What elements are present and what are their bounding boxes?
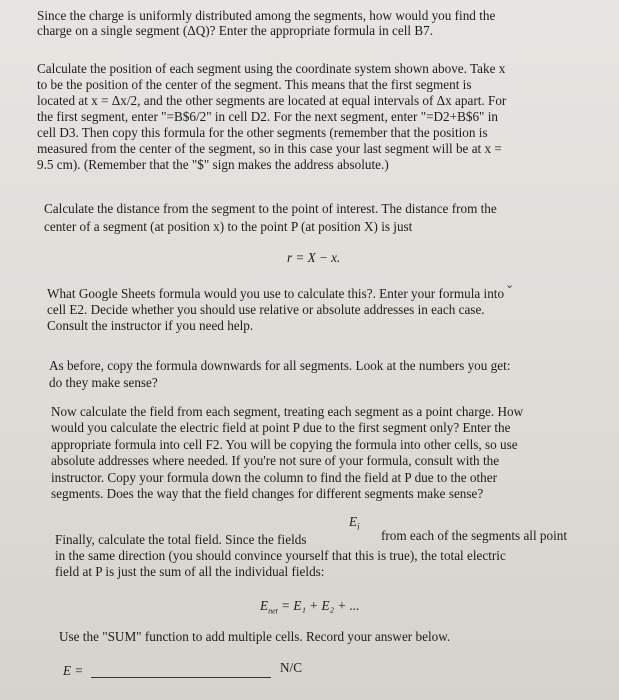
paragraph-line: to be the position of the center of the segment. This means that the first segment is: [37, 77, 472, 92]
paragraph-line: in the same direction (you should convince yourself that this is true), the total electric: [55, 548, 506, 563]
paragraph-line: 9.5 cm). (Remember that the "$" sign makes the address absolute.): [37, 157, 389, 172]
paragraph-line: instructor. Copy your formula down the column to find the field at P due to the other: [51, 470, 497, 485]
paragraph-line: would you calculate the electric field at point P due to the first segment only? Enter the: [51, 420, 511, 435]
net-field-symbol: E: [260, 598, 269, 613]
net-field-formula: [260, 598, 360, 619]
paragraph-line: Calculate the distance from the segment to the point of interest. The distance from the: [44, 201, 497, 216]
answer-label: E =: [63, 663, 84, 678]
paragraph-line: Consult the instructor if you need help.: [47, 318, 254, 333]
paragraph-line: measured from the center of the segment, so in this case your last segment will be at x =: [37, 141, 502, 156]
paragraph-line: segments. Does the way that the field changes for different segments make sense?: [51, 486, 484, 501]
paragraph-line: Finally, calculate the total field. Since the fields: [55, 532, 307, 547]
field-vector-symbol: [349, 514, 360, 535]
paragraph-line: cell D3. Then copy this formula for the other segments (remember that the position is: [37, 125, 488, 140]
field-subscript: i: [357, 521, 360, 532]
paragraph-line: the first segment, enter "=B$6/2" in cell D2. For the next segment, enter "=D2+B$6" in: [37, 109, 498, 124]
paragraph-line: As before, copy the formula downwards for all segments. Look at the numbers you get:: [49, 358, 511, 373]
paragraph-line: appropriate formula into cell F2. You will be copying the formula into other cells, so use: [51, 437, 518, 452]
paragraph-line: from each of the segments all point: [381, 528, 568, 543]
answer-blank-line[interactable]: [91, 677, 271, 678]
field-symbol: E: [349, 514, 358, 529]
net-field-sum: = E₁ + E₂ + ...: [277, 598, 360, 613]
stray-mark: ⌄: [505, 279, 515, 291]
net-field-subscript: net: [268, 606, 278, 616]
distance-formula: r = X − x.: [287, 250, 341, 265]
paragraph-line: Calculate the position of each segment using the coordinate system shown above. Take x: [37, 61, 506, 76]
paragraph-line: Now calculate the field from each segment, treating each segment as a point charge. How: [51, 404, 524, 419]
paragraph-line: cell E2. Decide whether you should use relative or absolute addresses in each case.: [47, 302, 485, 317]
paragraph-line: absolute addresses where needed. If you're not sure of your formula, consult with the: [51, 453, 500, 468]
paragraph-line: center of a segment (at position x) to the point P (at position X) is just: [44, 219, 413, 234]
paragraph-line: charge on a single segment (ΔQ)? Enter the appropriate formula in cell B7.: [37, 23, 434, 38]
paragraph-line: What Google Sheets formula would you use to calculate this?. Enter your formula into: [47, 286, 505, 301]
paragraph-line: Use the "SUM" function to add multiple cells. Record your answer below.: [59, 629, 451, 644]
paragraph-line: field at P is just the sum of all the individual fields:: [55, 564, 325, 579]
answer-unit: N/C: [280, 660, 302, 675]
paragraph-line: Since the charge is uniformly distributed among the segments, how would you find the: [37, 8, 496, 23]
paragraph-line: located at x = Δx/2, and the other segments are located at equal intervals of Δx apart. For: [37, 93, 507, 108]
paragraph-line: do they make sense?: [49, 375, 158, 390]
